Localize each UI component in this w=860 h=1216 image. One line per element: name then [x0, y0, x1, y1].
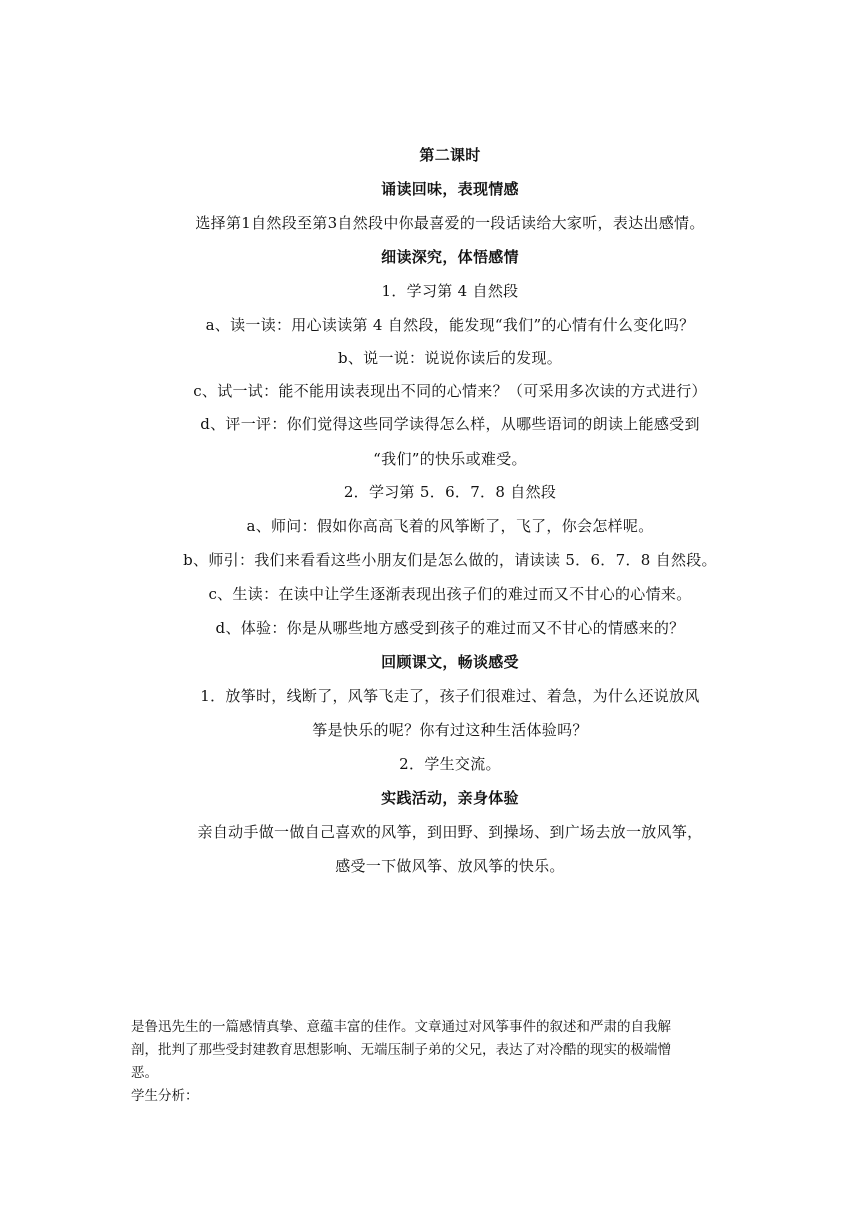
part1-item-d-line1: d、评一评：你们觉得这些同学读得怎么样，从哪些语词的朗读上能感受到 [200, 415, 700, 433]
part2-title: 2．学习第 5．6．7．8 自然段 [343, 483, 557, 501]
part1-item-a: a、读一读：用心读读第 4 自然段，能发现“我们”的心情有什么变化吗？ [205, 316, 695, 334]
lesson-title: 第二课时 [419, 146, 481, 164]
review-item1-line1: 1．放筝时，线断了，风筝飞走了，孩子们很难过、着急，为什么还说放风 [200, 687, 700, 705]
part1-title: 1．学习第 4 自然段 [381, 282, 519, 300]
part2-item-b: b、师引：我们来看看这些小朋友们是怎么做的，请读读 5．6．7．8 自然段。 [183, 551, 717, 569]
review-item2: 2．学生交流。 [399, 755, 501, 773]
section-heading-recite: 诵读回味，表现情感 [381, 180, 519, 198]
section-heading-review: 回顾课文，畅谈感受 [381, 653, 519, 671]
part1-item-c: c、试一试：能不能用读表现出不同的心情来？（可采用多次读的方式进行） [193, 382, 707, 400]
part1-item-d-line2: “我们”的快乐或难受。 [373, 450, 527, 468]
review-item1-line2: 筝是快乐的呢？你有过这种生活体验吗？ [312, 721, 588, 739]
section-recite-text: 选择第1自然段至第3自然段中你最喜爱的一段话读给大家听，表达出感情。 [195, 214, 705, 232]
footer-line4: 学生分析： [131, 1088, 199, 1104]
part2-item-a: a、师问：假如你高高飞着的风筝断了，飞了，你会怎样呢。 [246, 517, 654, 535]
part2-item-d: d、体验：你是从哪些地方感受到孩子的难过而又不甘心的情感来的？ [215, 619, 685, 637]
footer-line2: 剖，批判了那些受封建教育思想影响、无端压制子弟的父兄，表达了对冷酷的现实的极端憎 [131, 1042, 671, 1058]
section-heading-close-reading: 细读深究，体悟感情 [381, 248, 519, 266]
footer-line3: 恶。 [131, 1065, 158, 1081]
part2-item-c: c、生读：在读中让学生逐渐表现出孩子们的难过而又不甘心的心情来。 [208, 585, 692, 603]
practice-line2: 感受一下做风筝、放风筝的快乐。 [335, 857, 565, 875]
practice-line1: 亲自动手做一做自己喜欢的风筝，到田野、到操场、到广场去放一放风筝， [197, 823, 703, 841]
part1-item-b: b、说一说：说说你读后的发现。 [337, 349, 563, 367]
footer-line1: 是鲁迅先生的一篇感情真挚、意蕴丰富的佳作。文章通过对风筝事件的叙述和严肃的自我解 [131, 1019, 671, 1035]
section-heading-practice: 实践活动，亲身体验 [381, 789, 519, 807]
